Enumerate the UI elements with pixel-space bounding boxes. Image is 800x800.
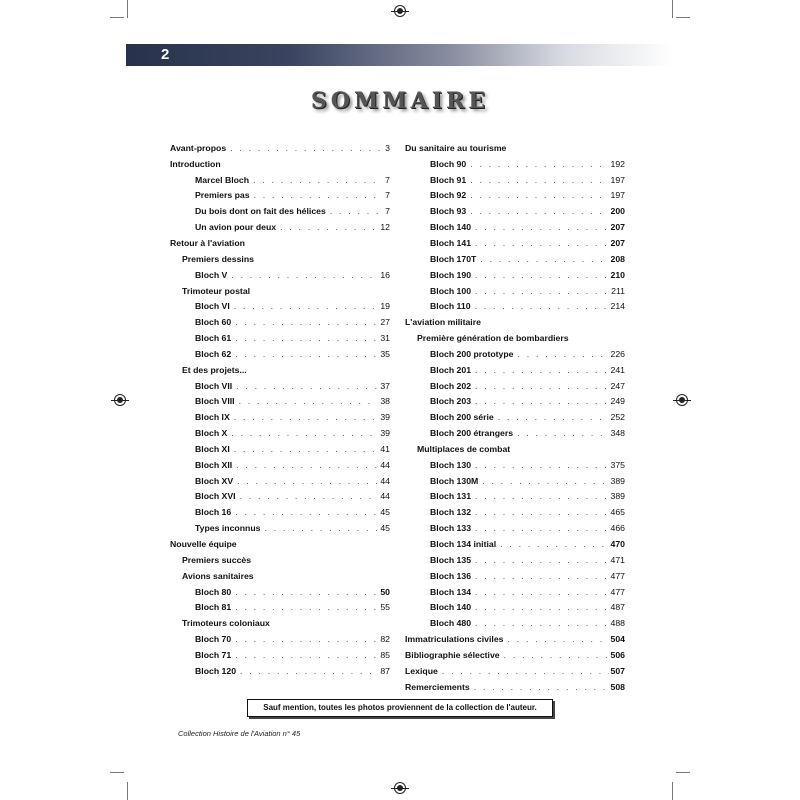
toc-entry-label: Bloch 130 — [430, 459, 472, 470]
toc-entry-page: 389 — [610, 491, 625, 502]
dot-leader — [265, 523, 379, 533]
toc-entry-label: Bloch 62 — [195, 348, 232, 359]
toc-entry — [405, 394, 625, 410]
toc-entry-page: 488 — [610, 618, 625, 629]
dot-leader — [475, 396, 608, 406]
toc-entry-label: Bloch 132 — [430, 507, 472, 518]
toc-entry-label: Bloch 91 — [430, 174, 467, 185]
toc-entry-label: Bloch 61 — [195, 333, 232, 344]
toc-entry-page: 82 — [380, 634, 390, 645]
toc-entry — [405, 441, 625, 457]
toc-entry — [170, 140, 390, 156]
toc-entry-page: 477 — [610, 586, 625, 597]
toc-right-column — [405, 140, 625, 695]
dot-leader — [475, 301, 609, 311]
toc-entry-label: Multiplaces de combat — [417, 443, 511, 454]
toc-entry-label: Bloch 81 — [195, 602, 232, 613]
toc-entry-page: 506 — [610, 649, 625, 660]
toc-entry — [170, 219, 390, 235]
dot-leader — [475, 381, 608, 391]
toc-entry-label: Bloch 16 — [195, 507, 232, 518]
toc-entry-page: 27 — [380, 317, 390, 328]
toc-entry-label: Du bois dont on fait des hélices — [195, 206, 326, 217]
dot-leader — [235, 317, 378, 327]
toc-entry-label: Bloch 92 — [430, 190, 467, 201]
registration-mark-icon — [676, 394, 688, 406]
toc-entry-page: 55 — [380, 602, 390, 613]
toc-entry-label: Bloch 480 — [430, 618, 472, 629]
dot-leader — [517, 428, 608, 438]
toc-entry-page: 466 — [610, 523, 625, 534]
toc-entry-page: 200 — [610, 206, 625, 217]
toc-entry-page: 197 — [610, 174, 625, 185]
toc-entry-label: Introduction — [170, 158, 221, 169]
toc-entry-label: Avions sanitaires — [182, 570, 254, 581]
toc-entry — [405, 251, 625, 267]
toc-entry-label: Bloch XVI — [195, 491, 236, 502]
registration-mark-icon — [394, 782, 406, 794]
toc-entry — [405, 267, 625, 283]
toc-entry — [405, 346, 625, 362]
toc-entry-page: 19 — [380, 301, 390, 312]
dot-leader — [480, 254, 608, 264]
toc-entry-page: 7 — [385, 206, 390, 217]
toc-entry — [405, 599, 625, 615]
toc-entry-label: Bloch 93 — [430, 206, 467, 217]
dot-leader — [235, 349, 378, 359]
toc-entry-label: Bloch 90 — [430, 158, 467, 169]
crop-mark — [672, 0, 673, 18]
toc-entry — [405, 140, 625, 156]
toc-entry-label: Bloch XII — [195, 459, 233, 470]
toc-entry — [170, 251, 390, 267]
dot-leader — [330, 206, 383, 216]
toc-entry — [170, 599, 390, 615]
dot-leader — [518, 349, 609, 359]
toc-entry — [405, 219, 625, 235]
toc-entry-page: 241 — [610, 364, 625, 375]
dot-leader — [475, 507, 608, 517]
toc-entry-label: Lexique — [405, 665, 438, 676]
toc-entry — [405, 283, 625, 299]
toc-entry — [405, 409, 625, 425]
toc-entry-page: 252 — [610, 412, 625, 423]
dot-leader — [470, 190, 608, 200]
toc-entry — [170, 520, 390, 536]
toc-entry-label: Bloch 120 — [195, 665, 237, 676]
toc-entry-label: Un avion pour deux — [195, 222, 277, 233]
toc-entry-page: 197 — [610, 190, 625, 201]
dot-leader — [475, 270, 608, 280]
toc-entry — [405, 615, 625, 631]
toc-entry — [170, 457, 390, 473]
toc-entry-label: Premiers succès — [182, 554, 252, 565]
toc-entry — [405, 679, 625, 695]
toc-entry-label: Bloch 140 — [430, 602, 472, 613]
toc-entry-page: 477 — [610, 570, 625, 581]
toc-entry-label: Bloch 71 — [195, 649, 232, 660]
toc-entry — [405, 172, 625, 188]
toc-entry-label: Bloch 200 prototype — [430, 348, 514, 359]
toc-entry-label: Premiers dessins — [182, 253, 254, 264]
toc-entry — [405, 568, 625, 584]
dot-leader — [475, 365, 608, 375]
toc-entry — [170, 568, 390, 584]
toc-entry-page: 214 — [610, 301, 625, 312]
footer-collection: Collection Histoire de l'Aviation n° 45 — [178, 729, 301, 738]
toc-entry — [170, 409, 390, 425]
toc-entry — [170, 536, 390, 552]
toc-entry-label: Bloch 80 — [195, 586, 232, 597]
toc-entry-label: Bloch V — [195, 269, 228, 280]
toc-entry — [405, 520, 625, 536]
toc-entry — [170, 156, 390, 172]
dot-leader — [475, 602, 608, 612]
dot-leader — [475, 571, 608, 581]
toc-entry-label: Bloch 100 — [430, 285, 472, 296]
toc-entry-label: Et des projets... — [182, 364, 247, 375]
toc-entry — [170, 346, 390, 362]
dot-leader — [240, 491, 379, 501]
dot-leader — [475, 587, 608, 597]
toc-entry — [170, 283, 390, 299]
toc-entry-page: 504 — [610, 634, 625, 645]
toc-entry-label: Première génération de bombardiers — [417, 333, 569, 344]
dot-leader — [475, 238, 608, 248]
dot-leader — [475, 618, 608, 628]
toc-entry — [405, 536, 625, 552]
crop-mark — [676, 772, 690, 773]
dot-leader — [504, 650, 609, 660]
toc-entry-page: 7 — [385, 190, 390, 201]
toc-entry-label: Types inconnus — [195, 523, 261, 534]
registration-mark-icon — [394, 5, 406, 17]
toc-entry-label: Bloch 133 — [430, 523, 472, 534]
toc-entry — [170, 330, 390, 346]
toc-entry-label: L'aviation militaire — [405, 317, 481, 328]
toc-entry-label: Bloch 70 — [195, 634, 232, 645]
toc-entry-label: Bloch 203 — [430, 396, 472, 407]
toc-entry-page: 508 — [610, 681, 625, 692]
dot-leader — [240, 666, 378, 676]
toc-entry-label: Bloch 110 — [430, 301, 471, 312]
dot-leader — [239, 396, 379, 406]
toc-entry — [170, 425, 390, 441]
toc-entry-page: 7 — [385, 174, 390, 185]
toc-entry-label: Premiers pas — [195, 190, 250, 201]
dot-leader — [235, 333, 378, 343]
dot-leader — [235, 507, 378, 517]
toc-entry-page: 507 — [610, 665, 625, 676]
toc-entry — [405, 663, 625, 679]
toc-entry-page: 375 — [610, 459, 625, 470]
toc-left-column — [170, 140, 390, 679]
toc-entry — [170, 504, 390, 520]
toc-entry-page: 31 — [380, 333, 390, 344]
toc-entry — [170, 362, 390, 378]
dot-leader — [235, 587, 378, 597]
toc-entry-page: 12 — [380, 222, 390, 233]
dot-leader — [500, 539, 608, 549]
toc-entry — [405, 298, 625, 314]
toc-entry-page: 470 — [610, 539, 625, 550]
toc-entry-page: 348 — [610, 428, 625, 439]
toc-entry — [405, 330, 625, 346]
dot-leader — [474, 682, 609, 692]
crop-mark — [110, 17, 124, 18]
toc-entry — [170, 188, 390, 204]
toc-entry-label: Bloch 200 série — [430, 412, 494, 423]
toc-entry-label: Avant-propos — [170, 142, 227, 153]
page-number: 2 — [161, 46, 170, 63]
toc-entry — [405, 489, 625, 505]
toc-entry — [405, 203, 625, 219]
toc-entry-page: 41 — [380, 443, 390, 454]
toc-entry — [170, 298, 390, 314]
toc-entry-label: Bibliographie sélective — [405, 649, 500, 660]
toc-entry-page: 87 — [380, 665, 390, 676]
toc-entry-label: Bloch 136 — [430, 570, 472, 581]
dot-leader — [235, 602, 378, 612]
toc-entry — [405, 188, 625, 204]
toc-entry-page: 192 — [610, 158, 625, 169]
dot-leader — [475, 555, 608, 565]
toc-entry — [405, 314, 625, 330]
dot-leader — [475, 523, 608, 533]
toc-entry — [170, 235, 390, 251]
toc-entry-label: Bloch XI — [195, 443, 230, 454]
toc-entry-page: 207 — [610, 237, 625, 248]
toc-entry — [405, 378, 625, 394]
toc-entry-label: Bloch 135 — [430, 554, 472, 565]
dot-leader — [234, 412, 379, 422]
toc-entry — [170, 203, 390, 219]
toc-entry-page: 3 — [385, 142, 390, 153]
toc-entry-page: 247 — [610, 380, 625, 391]
toc-entry — [170, 441, 390, 457]
dot-leader — [236, 381, 378, 391]
dot-leader — [475, 222, 608, 232]
crop-mark — [127, 782, 128, 800]
toc-entry-label: Marcel Bloch — [195, 174, 250, 185]
dot-leader — [231, 428, 378, 438]
toc-entry-label: Bloch VII — [195, 380, 233, 391]
toc-entry-label: Bloch XV — [195, 475, 234, 486]
toc-entry — [405, 473, 625, 489]
toc-entry-label: Bloch VI — [195, 301, 230, 312]
toc-entry — [405, 584, 625, 600]
toc-entry — [170, 267, 390, 283]
toc-entry — [170, 647, 390, 663]
registration-mark-icon — [114, 394, 126, 406]
toc-entry-page: 226 — [610, 348, 625, 359]
toc-entry — [170, 489, 390, 505]
toc-entry-label: Bloch 200 étrangers — [430, 428, 514, 439]
photo-credit-notice: Sauf mention, toutes les photos proviennent de la collection de l'auteur. — [247, 699, 553, 717]
dot-leader — [237, 476, 378, 486]
dot-leader — [254, 190, 384, 200]
toc-entry-page: 211 — [611, 285, 625, 296]
toc-entry-label: Bloch 60 — [195, 317, 232, 328]
toc-entry-page: 249 — [610, 396, 625, 407]
toc-entry-label: Immatriculations civiles — [405, 634, 504, 645]
toc-entry-label: Trimoteur postal — [182, 285, 251, 296]
toc-entry-label: Bloch 170T — [430, 253, 477, 264]
toc-entry-page: 45 — [380, 523, 390, 534]
toc-entry-page: 35 — [380, 348, 390, 359]
toc-entry-page: 44 — [380, 459, 390, 470]
toc-entry-page: 44 — [380, 491, 390, 502]
toc-entry — [170, 552, 390, 568]
toc-entry — [405, 457, 625, 473]
toc-entry-label: Bloch 190 — [430, 269, 472, 280]
dot-leader — [475, 491, 608, 501]
toc-entry — [405, 647, 625, 663]
toc-entry — [405, 235, 625, 251]
toc-entry-label: Bloch 202 — [430, 380, 472, 391]
toc-entry — [170, 663, 390, 679]
dot-leader — [231, 270, 378, 280]
toc-entry-page: 210 — [610, 269, 625, 280]
toc-entry-page: 487 — [610, 602, 625, 613]
toc-entry-page: 389 — [610, 475, 625, 486]
dot-leader — [235, 634, 378, 644]
dot-leader — [475, 286, 609, 296]
toc-entry — [170, 615, 390, 631]
dot-leader — [442, 666, 609, 676]
toc-entry-label: Bloch 201 — [430, 364, 472, 375]
toc-entry-label: Remerciements — [405, 681, 470, 692]
toc-entry-page: 37 — [380, 380, 390, 391]
toc-entry-page: 16 — [380, 269, 390, 280]
dot-leader — [470, 175, 608, 185]
dot-leader — [482, 476, 608, 486]
toc-entry-page: 208 — [610, 253, 625, 264]
toc-entry-label: Bloch VIII — [195, 396, 235, 407]
toc-entry — [170, 473, 390, 489]
dot-leader — [234, 444, 379, 454]
dot-leader — [470, 159, 608, 169]
dot-leader — [235, 650, 378, 660]
toc-entry-label: Bloch 141 — [430, 237, 472, 248]
toc-entry-label: Nouvelle équipe — [170, 539, 237, 550]
toc-entry-label: Bloch 134 — [430, 586, 472, 597]
toc-entry — [405, 156, 625, 172]
toc-entry-page: 39 — [380, 412, 390, 423]
dot-leader — [280, 222, 378, 232]
toc-entry-label: Bloch 130M — [430, 475, 479, 486]
dot-leader — [475, 460, 608, 470]
header-band — [126, 44, 674, 66]
dot-leader — [470, 206, 608, 216]
dot-leader — [230, 143, 383, 153]
toc-entry-label: Retour à l'aviation — [170, 237, 245, 248]
toc-entry-page: 39 — [380, 428, 390, 439]
dot-leader — [234, 301, 379, 311]
toc-entry-page: 44 — [380, 475, 390, 486]
dot-leader — [236, 460, 378, 470]
dot-leader — [498, 412, 609, 422]
toc-entry — [170, 378, 390, 394]
toc-entry-page: 38 — [380, 396, 390, 407]
crop-mark — [672, 782, 673, 800]
toc-entry — [170, 394, 390, 410]
toc-entry-label: Du sanitaire au tourisme — [405, 142, 507, 153]
toc-entry-page: 45 — [380, 507, 390, 518]
toc-entry — [405, 425, 625, 441]
crop-mark — [110, 772, 124, 773]
toc-entry — [405, 362, 625, 378]
toc-entry-page: 50 — [380, 586, 390, 597]
toc-entry — [405, 552, 625, 568]
dot-leader — [508, 634, 609, 644]
toc-entry — [405, 631, 625, 647]
toc-entry — [405, 504, 625, 520]
toc-entry-label: Bloch IX — [195, 412, 230, 423]
toc-entry-label: Bloch 131 — [430, 491, 472, 502]
page-title: SOMMAIRE — [310, 88, 490, 114]
toc-entry — [170, 172, 390, 188]
toc-entry — [170, 584, 390, 600]
toc-entry-label: Bloch 140 — [430, 222, 472, 233]
toc-entry-label: Trimoteurs coloniaux — [182, 618, 270, 629]
toc-entry-page: 85 — [380, 649, 390, 660]
dot-leader — [253, 175, 383, 185]
toc-entry-page: 471 — [610, 554, 625, 565]
toc-entry — [170, 314, 390, 330]
toc-entry-label: Bloch 134 initial — [430, 539, 497, 550]
crop-mark — [127, 0, 128, 18]
toc-entry-label: Bloch X — [195, 428, 228, 439]
toc-entry-page: 207 — [610, 222, 625, 233]
toc-entry — [170, 631, 390, 647]
crop-mark — [676, 17, 690, 18]
toc-entry-page: 465 — [610, 507, 625, 518]
